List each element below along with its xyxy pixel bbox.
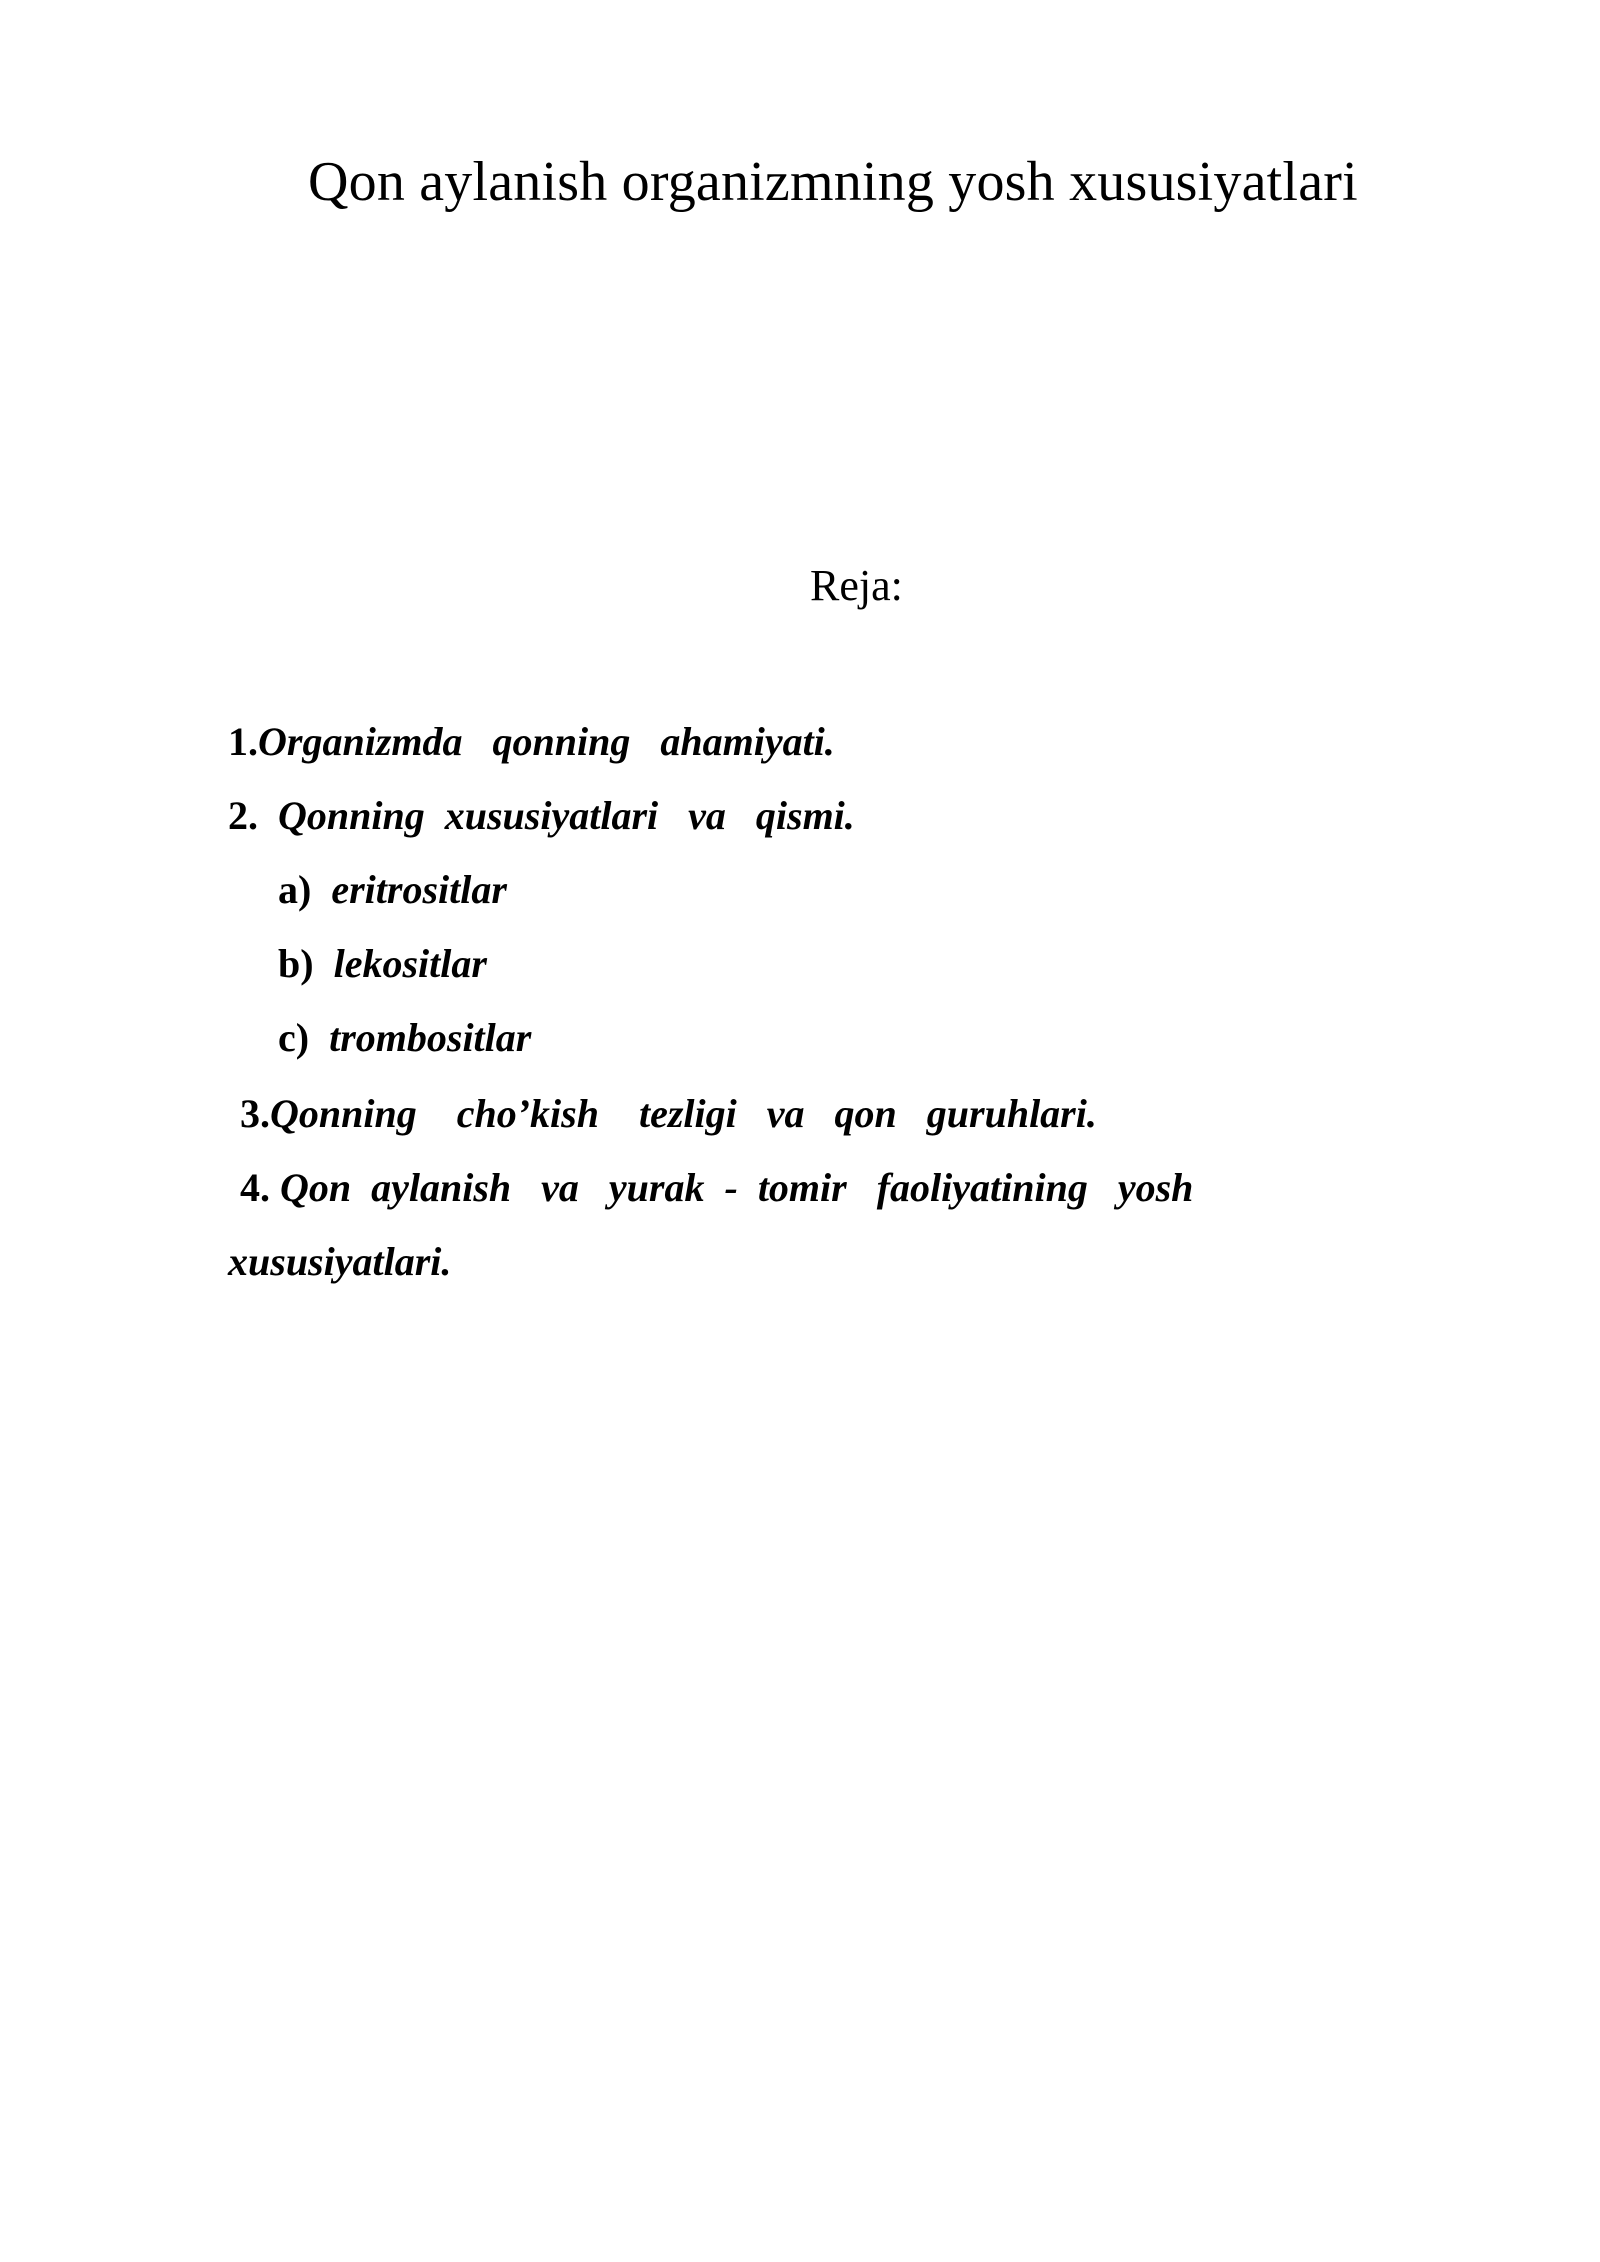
plan-item-text: lekositlar [313,941,487,986]
plan-item-1 [228,718,835,765]
plan-item-marker: 2. [228,793,258,838]
plan-item-marker: 4. [240,1165,270,1210]
plan-item-marker: 3. [240,1091,270,1136]
page-title: Qon aylanish organizmning yosh xususiyatlari [308,151,1358,213]
plan-item-text: trombositlar [309,1015,532,1060]
plan-subitem-b [278,940,487,987]
plan-item-4-continuation [228,1238,451,1285]
plan-item-text: Qonning xususiyatlari va qismi. [258,793,855,838]
plan-item-text: Qonning cho’kish tezligi va qon guruhlari. [270,1091,1097,1136]
plan-item-text: eritrositlar [311,867,507,912]
plan-heading: Reja: [810,561,903,610]
plan-item-text: Organizmda qonning ahamiyati. [258,719,835,764]
plan-item-4 [240,1164,1193,1211]
plan-subitem-a [278,866,507,913]
plan-subitem-c [278,1014,531,1061]
plan-item-marker: c) [278,1015,310,1060]
plan-item-marker: a) [278,867,312,912]
plan-item-text: Qon aylanish va yurak - tomir faoliyatining yosh [270,1165,1194,1210]
plan-item-2 [228,792,855,839]
plan-item-3 [240,1090,1097,1137]
plan-item-text: xususiyatlari. [228,1239,452,1284]
plan-item-marker: 1. [228,719,258,764]
plan-item-marker: b) [278,941,314,986]
